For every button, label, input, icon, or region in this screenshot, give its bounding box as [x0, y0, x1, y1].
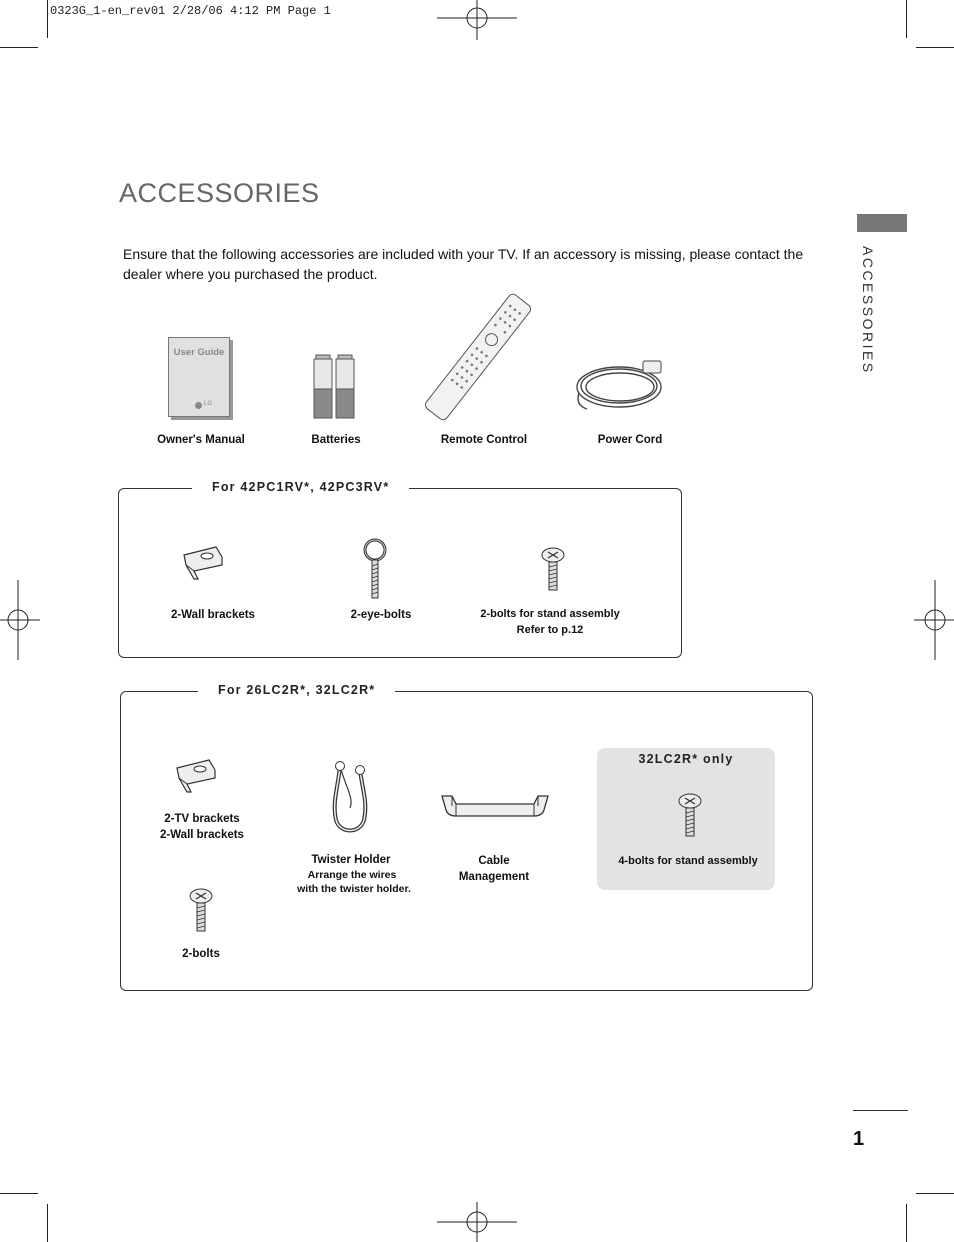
- page-number-rule: [853, 1110, 908, 1111]
- side-tab-bar: [857, 214, 907, 232]
- registration-mark-right: [914, 580, 954, 660]
- side-tab-label: ACCESSORIES: [860, 246, 876, 375]
- batteries-caption: Batteries: [311, 434, 361, 446]
- power-cord-image: [573, 357, 669, 415]
- box-26lc-title: For 26LC2R*, 32LC2R*: [198, 683, 395, 697]
- power-cord-caption: Power Cord: [597, 434, 663, 446]
- box2-wall-brackets-caption: 2-Wall brackets: [160, 829, 244, 841]
- box1-eye-bolts-caption: 2-eye-bolts: [350, 609, 412, 621]
- remote-control-caption: Remote Control: [440, 434, 528, 446]
- only-32lc-title: 32LC2R* only: [638, 752, 734, 766]
- page-title: ACCESSORIES: [119, 178, 320, 208]
- registration-mark-bottom: [437, 1202, 517, 1242]
- eye-bolt-icon: [361, 538, 389, 602]
- tv-bracket-icon: [175, 758, 219, 792]
- bolt-icon: [188, 888, 214, 932]
- box-42pc-title: For 42PC1RV*, 42PC3RV*: [192, 480, 409, 494]
- owners-manual-caption: Owner's Manual: [157, 434, 245, 446]
- twister-holder-caption: Twister Holder: [311, 854, 391, 866]
- twister-holder-icon: [328, 758, 372, 834]
- batteries-image: [313, 355, 357, 419]
- wall-bracket-icon: [182, 545, 226, 579]
- cable-management-icon: [440, 794, 552, 820]
- box2-tv-brackets-caption: 2-TV brackets: [164, 813, 240, 825]
- intro-text: Ensure that the following accessories are included with your TV. If an accessory is missing, please contact the dealer where you purchased the product.: [123, 246, 804, 282]
- registration-mark-left: [0, 580, 40, 660]
- manual-cover-text: User Guide: [173, 347, 225, 358]
- box2-bolts-caption: 2-bolts: [182, 948, 220, 960]
- only-32lc-bolts-caption: 4-bolts for stand assembly: [618, 855, 758, 867]
- cable-management-caption-2: Management: [458, 871, 530, 883]
- page-number: 1: [853, 1128, 865, 1150]
- lg-logo-icon: [195, 402, 202, 409]
- twister-holder-line1: Arrange the wires: [307, 869, 397, 881]
- remote-control-image: [420, 293, 536, 421]
- screw-icon: [540, 547, 566, 591]
- box1-refer-caption: Refer to p.12: [516, 624, 584, 636]
- twister-holder-line2: with the twister holder.: [297, 883, 411, 895]
- owners-manual-image: User Guide LG: [168, 337, 232, 417]
- box1-stand-bolts-caption: 2-bolts for stand assembly: [480, 608, 620, 620]
- cable-management-caption-1: Cable: [478, 855, 510, 867]
- registration-mark-top: [437, 0, 517, 40]
- box1-wall-brackets-caption: 2-Wall brackets: [171, 609, 255, 621]
- print-slug: 0323G_1-en_rev01 2/28/06 4:12 PM Page 1: [50, 4, 331, 18]
- stand-bolt-icon: [677, 793, 703, 837]
